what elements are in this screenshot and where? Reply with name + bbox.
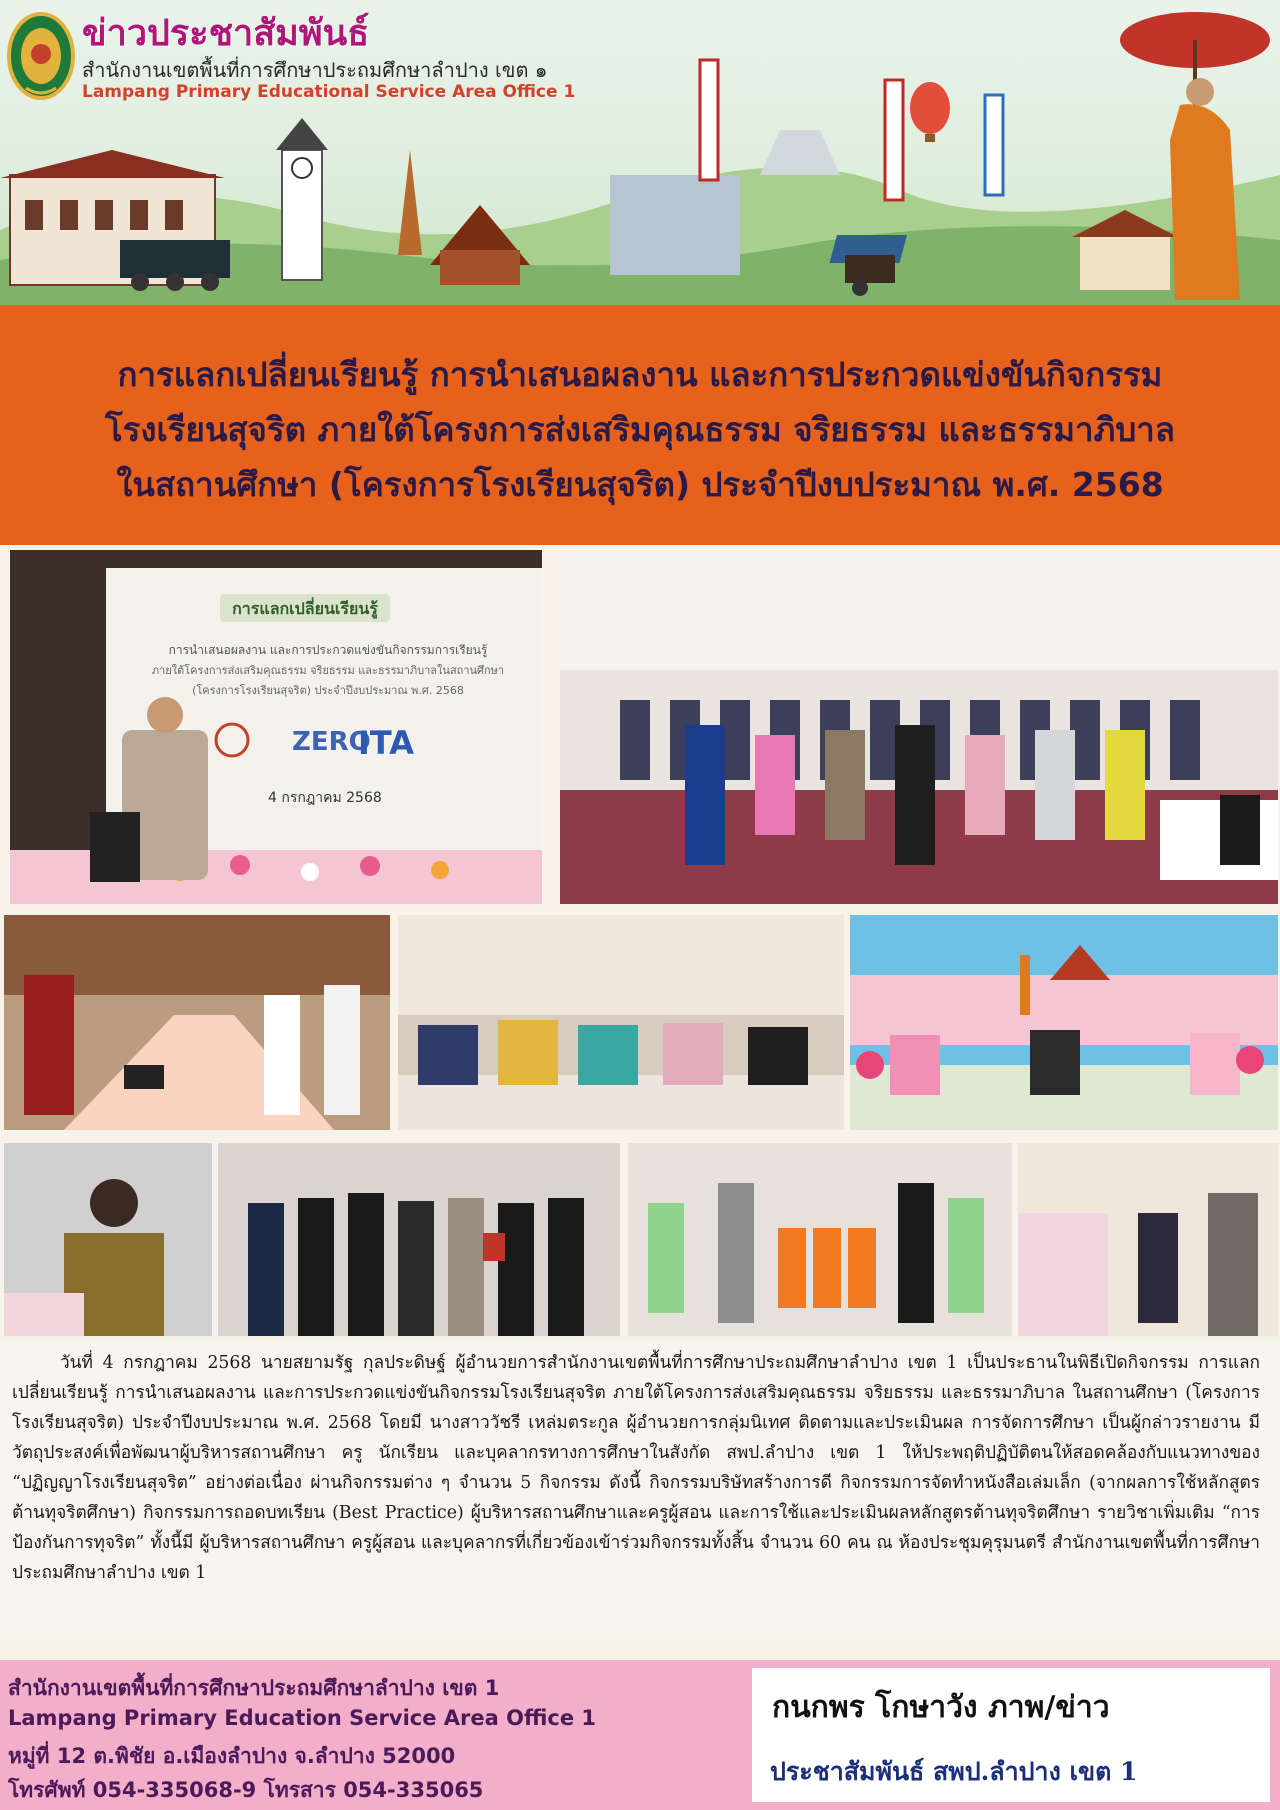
photo-presentation-slide	[10, 550, 542, 904]
photo-award-group	[218, 1143, 620, 1336]
slide-text-1: การนำเสนอผลงาน และการประกวดแข่งขันกิจกรรมการเรียนรู้	[168, 643, 488, 657]
photo-news-credit: กนกพร โกษาวัง ภาพ/ข่าว	[772, 1690, 1110, 1725]
slide-heading: การแลกเปลี่ยนเรียนรู้	[232, 599, 378, 618]
footer-office-english: Lampang Primary Education Service Area Office 1	[8, 1706, 596, 1730]
photo-judges-table	[398, 915, 844, 1130]
headline-line-1: การแลกเปลี่ยนเรียนรู้ การนำเสนอผลงาน และการประกวดแข่งขันกิจกรรม	[117, 355, 1163, 394]
footer	[0, 1660, 1280, 1810]
slide-text-3: (โครงการโรงเรียนสุจริต) ประจำปีงบประมาณ พ.ศ. 2568	[192, 684, 464, 697]
pr-office-label: ประชาสัมพันธ์ สพป.ลำปาง เขต 1	[770, 1757, 1138, 1786]
photo-students-award	[628, 1143, 1012, 1336]
obec-seal-logo	[6, 6, 76, 102]
article-paragraph: วันที่ 4 กรกฎาคม 2568 นายสยามรัฐ กุลประดิษฐ์ ผู้อำนวยการสำนักงานเขตพื้นที่การศึกษาประถมศึกษาลำปาง เขต 1 เป็นประธานในพิธีเปิดกิจกรรม การแลกเปลี่ยนเรียนรู้ การนำเสนอผลงาน และการประกวดแข่งขันกิจกรรมโรงเรียนสุจริต ภายใต้โครงการส่งเสริมคุณธรรม จริยธรรม และธรรมาภิบาล ในสถานศึกษา (โครงการโรงเรียนสุจริต) ประจำปีงบประมาณ พ.ศ. 2568 โดยมี นางสาววัชรี เหล่มตระกูล ผู้อำนวยการกลุ่มนิเทศ ติดตามและประเมินผล การจัดการศึกษา เป็นผู้กล่าวรายงาน มีวัตถุประสงค์เพื่อพัฒนาผู้บริหารสถานศึกษา ครู นักเรียน และบุคลากรทางการศึกษาในสังกัด สพป.ลำปาง เขต 1 ให้ประพฤติปฏิบัติตนให้สอดคล้องกับแนวทางของ “ปฏิญญาโรงเรียนสุจริต” อย่างต่อเนื่อง ผ่านกิจกรรมต่าง ๆ จำนวน 5 กิจกรรม ดังนี้ กิจกรรมบริษัทสร้างการดี กิจกรรมการจัดทำหนังสือเล่มเล็ก (จากผลการใช้หลักสูตรต้านทุจริตศึกษา) กิจกรรมการถอดบทเรียน (Best Practice) ผู้บริหารสถานศึกษาและครูผู้สอน และการใช้และประเมินผลหลักสูตรต้านทุจริตศึกษา รายวิชาเพิ่มเติม “การป้องกันการทุจริต” ทั้งนี้มี ผู้บริหารสถานศึกษา ครูผู้สอน และบุคลากรที่เกี่ยวข้องเข้าร่วมกิจกรรมทั้งสิ้น จำนวน 60 คน ณ ห้องประชุมคุรุมนตรี สำนักงานเขตพื้นที่การศึกษาประถมศึกษาลำปาง เขต 1	[12, 1353, 1260, 1583]
header-banner	[0, 0, 1280, 305]
headline-band	[0, 305, 1280, 545]
headline-line-3: ในสถานศึกษา (โครงการโรงเรียนสุจริต) ประจำปีงบประมาณ พ.ศ. 2568	[116, 465, 1164, 504]
slide-text-2: ภายใต้โครงการส่งเสริมคุณธรรม จริยธรรม และธรรมาภิบาลในสถานศึกษา	[151, 664, 505, 677]
photo-committee-stage	[850, 915, 1278, 1130]
footer-credit-box	[752, 1668, 1270, 1802]
photo-group-stage	[560, 550, 1278, 904]
footer-phone: โทรศัพท์ 054-335068-9 โทรสาร 054-335065	[8, 1778, 484, 1802]
photo-speaker-podium	[4, 1143, 212, 1336]
article-body	[0, 1340, 1280, 1640]
slide-logo-ita: ITA	[358, 724, 415, 762]
footer-office-thai: สำนักงานเขตพื้นที่การศึกษาประถมศึกษาลำปาง เขต 1	[8, 1676, 500, 1700]
headline-line-2: โรงเรียนสุจริต ภายใต้โครงการส่งเสริมคุณธรรม จริยธรรม และธรรมาภิบาล	[104, 410, 1176, 449]
photo-exhibition-booth	[1018, 1143, 1278, 1336]
photo-meeting-room	[4, 915, 390, 1130]
brand-title: ข่าวประชาสัมพันธ์	[82, 13, 370, 54]
slide-logo-zero: ZERO	[292, 727, 371, 757]
office-name-english: Lampang Primary Educational Service Area Office 1	[82, 82, 576, 102]
slide-date: 4 กรกฎาคม 2568	[268, 790, 382, 806]
footer-address: หมู่ที่ 12 ต.พิชัย อ.เมืองลำปาง จ.ลำปาง 52000	[8, 1744, 456, 1768]
office-name-thai: สำนักงานเขตพื้นที่การศึกษาประถมศึกษาลำปาง เขต ๑	[82, 58, 548, 82]
